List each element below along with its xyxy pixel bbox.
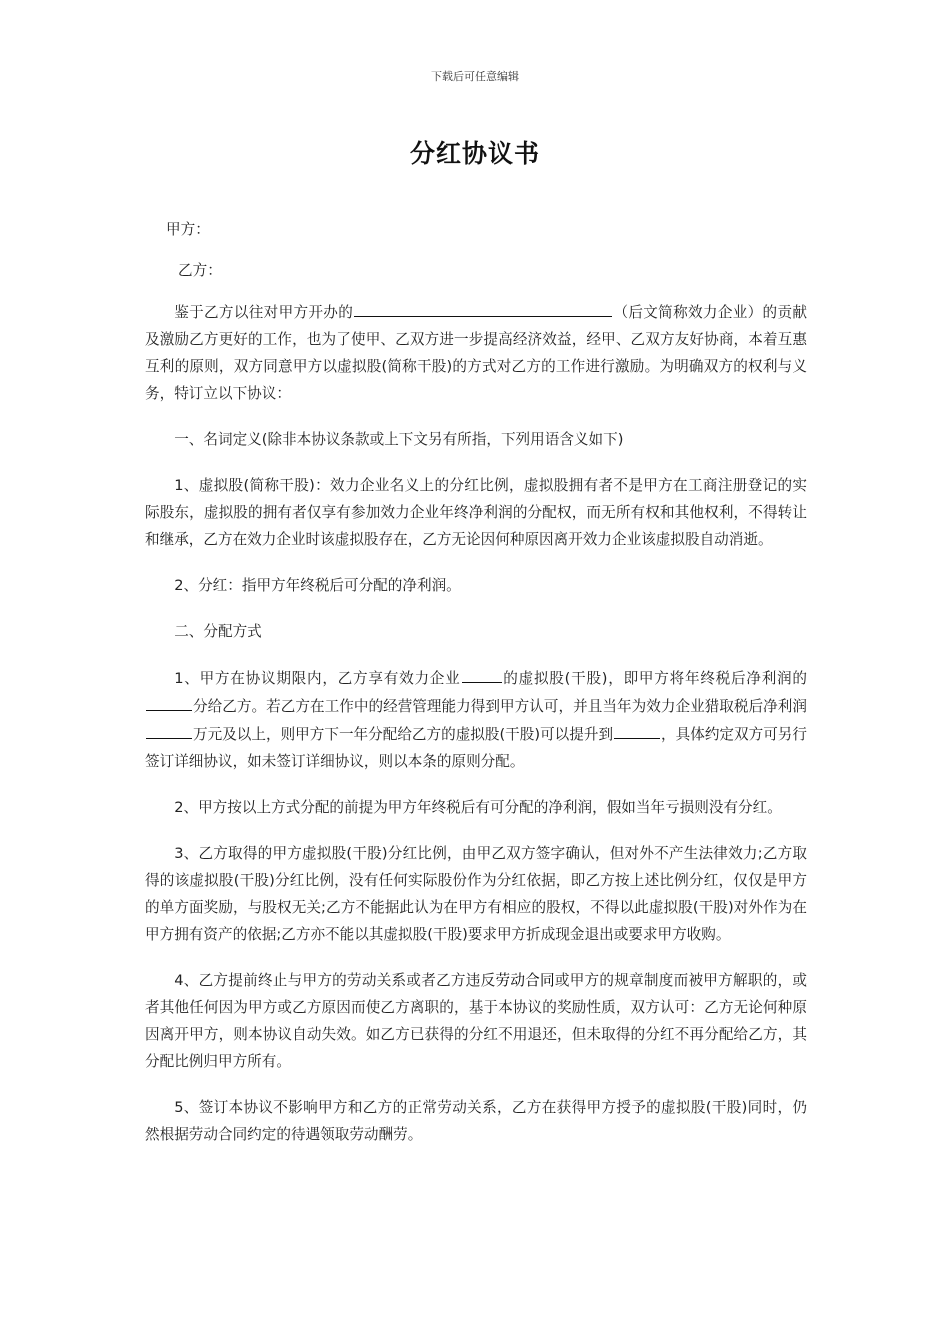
- item4-text-a: 4、乙方提前终止与甲方的劳动关系或者乙方违反: [174, 972, 496, 989]
- labor-contract-link[interactable]: 劳动合同: [495, 972, 555, 989]
- item1-text-5: ，具体约定双方可另行签订详细协议，如未签订详细协议，则以本条的原则分配。: [145, 726, 807, 770]
- section2-item1: [145, 664, 807, 775]
- document-body: [145, 216, 807, 1148]
- enterprise-name-blank: [354, 298, 612, 317]
- item1-text-1: 1、甲方在协议期限内，乙方享有效力企业: [174, 670, 461, 687]
- party-b-label: 乙方：: [178, 262, 222, 279]
- item1-text-3: 分给乙方。若乙方在工作中的经营管理能力得到甲方认可，并且当年为效力企业猎取税后净利润: [193, 698, 807, 715]
- section2-item3: 3、乙方取得的甲方虚拟股(干股)分红比例，由甲乙双方签字确认，但对外不产生法律效力;乙方取得的该虚拟股(干股)分红比例，没有任何实际股份作为分红依据，即乙方按上述比例分红，仅仅是甲方的单方面奖励，与股权无关;乙方不能据此认为在甲方有相应的股权，不得以此虚拟股(干股)对外作为在甲方拥有资产的依据;乙方亦不能以其虚拟股(干股)要求甲方折成现金退出或要求甲方收购。: [145, 845, 807, 943]
- section1-item2: 2、分红：指甲方年终税后可分配的净利润。: [174, 577, 461, 594]
- share-ratio-blank: [462, 664, 502, 683]
- profit-amount-blank: [146, 720, 192, 739]
- document-title: 分红协议书: [409, 139, 540, 168]
- header-note: 下载后可任意编辑: [431, 70, 519, 83]
- item1-text-2: 的虚拟股(干股)，即甲方将年终税后净利润的: [502, 670, 808, 687]
- raised-share-blank: [614, 720, 660, 739]
- section2-item5: 5、签订本协议不影响甲方和乙方的正常劳动关系，乙方在获得甲方授予的虚拟股(干股)同时，仍然根据劳动合同约定的待遇领取劳动酬劳。: [145, 1099, 807, 1143]
- item1-text-4: 万元及以上，则甲方下一年分配给乙方的虚拟股(干股)可以提升到: [193, 726, 614, 743]
- item4-text-b: 或甲方的规章制度而被甲方解职的，或者其他任何因为甲方或乙方原因而使乙方离职的，基于本协议的奖励性质，双方认可：乙方无论何种原因离开甲方，则本协议自动失效。如乙方已获得的分红不用退还，但未取得的分红不再分配给乙方，其分配比例归甲方所有。: [145, 972, 807, 1070]
- intro-paragraph: [145, 298, 807, 407]
- party-a-label: 甲方：: [166, 221, 210, 238]
- section2-heading: 二、分配方式: [174, 623, 262, 640]
- section1-item1: 1、虚拟股(简称干股)：效力企业名义上的分红比例，虚拟股拥有者不是甲方在工商注册登记的实际股东，虚拟股的拥有者仅享有参加效力企业年终净利润的分配权，而无所有权和其他权利，不得转让和继承，乙方在效力企业时该虚拟股存在，乙方无论因何种原因离开效力企业该虚拟股自动消逝。: [145, 477, 807, 548]
- intro-text-after: （后文简称效力企业）的贡献及激励乙方更好的工作，也为了使甲、乙双方进一步提高经济效益，经甲、乙双方友好协商，本着互惠互利的原则，双方同意甲方以虚拟股(简称干股)的方式对乙方的工作进行激励。为明确双方的权利与义务，特订立以下协议：: [145, 304, 807, 402]
- intro-text-before: 鉴于乙方以往对甲方开办的: [174, 304, 354, 321]
- section1-heading: 一、名词定义(除非本协议条款或上下文另有所指，下列用语含义如下): [174, 431, 624, 448]
- profit-share-blank: [146, 692, 192, 711]
- section2-item2: 2、甲方按以上方式分配的前提为甲方年终税后有可分配的净利润，假如当年亏损则没有分红。: [174, 799, 782, 816]
- section2-item4: [145, 967, 807, 1075]
